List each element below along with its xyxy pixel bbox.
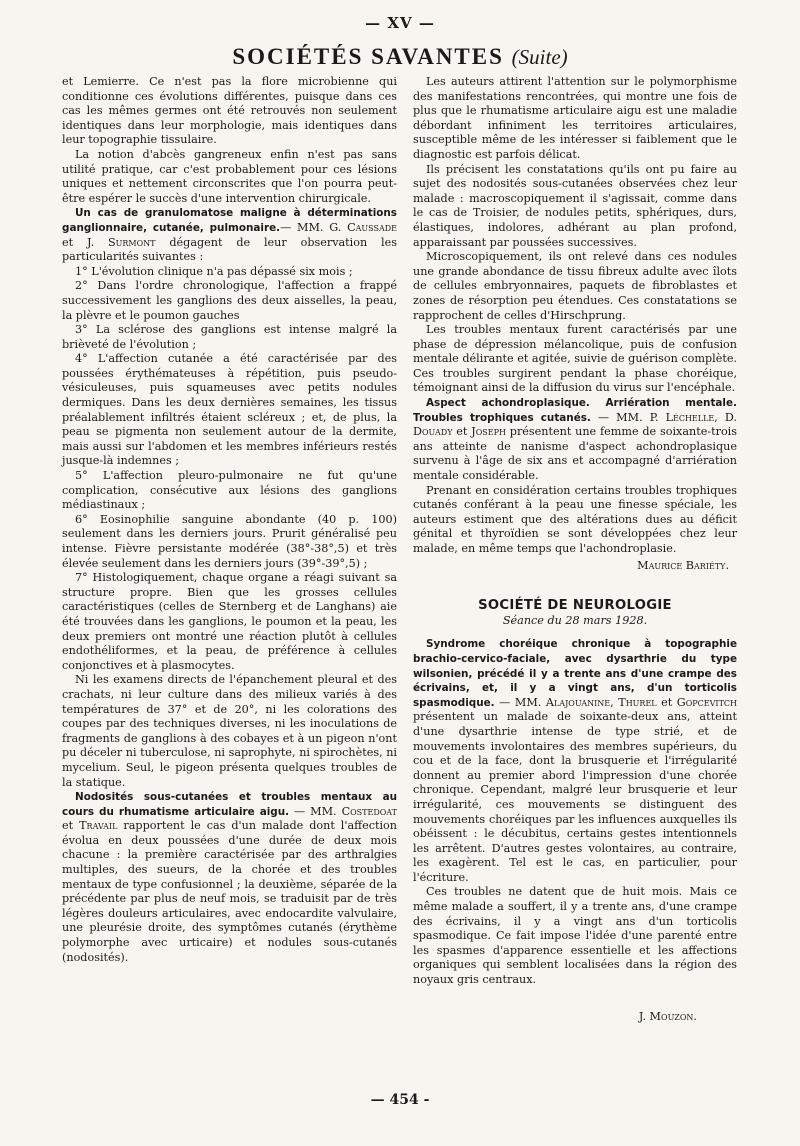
- authors-prefix: — MM.: [289, 804, 342, 818]
- author-name: Travail: [79, 819, 118, 833]
- author-name: Thurel: [618, 695, 657, 709]
- article-title: Nodosités sous-cutanées et troubles mentaux au cours du rhumatisme articulaire aigu.: [62, 791, 397, 818]
- paragraph: Les auteurs attirent l'attention sur le polymorphisme des manifestations rencontrées, qui montre une fois de plus que le rhumatisme articulaire aigu est une maladie débordant infiniment les territoires articulaires, susceptible même de les intéresser si faiblement que le diagnostic est parfois délicat.: [413, 75, 737, 161]
- author-name: Costedoat: [341, 804, 397, 818]
- list-item: 4° L'affection cutanée a été caractérisée par des poussées érythémateuses à répétition, puis pseudo-vésiculeuses, puis squameuses avec petits nodules dermiques. Dans les deux dernières semaines, les tissus préalablement infiltrés étaient scléreux ; et, de plus, la peau se pigmenta non seulement autour de la dermite, mais aussi sur l'abdomen et les membres inférieurs restés jusque-là indemnes ;: [62, 352, 397, 468]
- session-date: Séance du 28 mars 1928.: [502, 613, 648, 627]
- paragraph: Ces troubles ne datent que de huit mois. Mais ce même malade a souffert, il y a trente ans, d'une crampe des écrivains, il y a vingt ans d'un torticolis spasmodique. Ce fait impose l'idée d'une parenté entre les spasmes d'apparence essentielle et les affections organiques qui semblent localisées dans la région des noyaux gris centraux.: [413, 885, 737, 987]
- paragraph: Prenant en considération certains troubles trophiques cutanés conférant à la peau une finesse spéciale, les auteurs estiment que des altérations dues au déficit génital et thyroïdien se sont développées chez leur malade, en même temps que l'achondroplasie.: [413, 483, 737, 555]
- authors-prefix: — MM.: [494, 695, 546, 709]
- authors-prefix: — MM. G.: [280, 220, 348, 234]
- list-item: 2° Dans l'ordre chronologique, l'affection a frappé successivement les ganglions des deux aisselles, la peau, la plèvre et le poumon gauches: [62, 279, 397, 322]
- list-item: 1° L'évolution clinique n'a pas dépassé six mois ;: [75, 264, 353, 278]
- author-name: Alajouanine: [545, 695, 611, 709]
- paragraph: Microscopiquement, ils ont relevé dans ces nodules une grande abondance de tissu fibreux adulte avec îlots de cellules embryonnaires, paquets de fibroblastes et zones de résorption peu étendues. Ces constatations se rapprochent de celles d'Hirschprung.: [413, 250, 737, 322]
- paragraph: La notion d'abcès gangreneux enfin n'est pas sans utilité pratique, car c'est probablement pour ces lésions uniques et nettement circonscrites que l'on pourra peut-être espérer le succès d'une intervention chirurgicale.: [62, 147, 397, 205]
- paragraph: Ni les examens directs de l'épanchement pleural et des crachats, ni leur culture dans des milieux variés à des températures de 37° et de 20°, ni les colorations des coupes par des techniques diverses, ni les inoculations de fragments de ganglions à des cobayes et à un pigeon n'ont pu déceler ni tuberculose, ni saprophyte, ni spirochètes, ni mycelium. Seul, le pigeon présenta quelques troubles de la statique.: [62, 673, 397, 789]
- signature: J. Mouzon.: [638, 1009, 697, 1023]
- authors-separator: et: [62, 819, 80, 833]
- list-item: 7° Histologiquement, chaque organe a réagi suivant sa structure propre. Bien que les grosses cellules caractéristiques (celles de Sternberg et de Langhans) aie été trouvées dans les ganglions, le poumon et la peau, les deux premiers ont montré une réaction plutôt à cellules endothéliformes, et la peau, de préférence à cellules conjonctives et à plasmocytes.: [62, 571, 397, 672]
- article-body: rapportent le cas d'un malade dont l'affection évolua en deux poussées d'une durée de deux mois chacune : la première caractérisée par des arthralgies multiples, des sueurs, de la chorée et des troubles mentaux de type confusionnel ; la deuxième, séparée de la précédente par plus de neuf mois, se traduisit par de très légères douleurs articulaires, avec endocardite valvulaire, une pleurésie droite, des symptômes cutanés (érythème polymorphe avec urticaire) et nodules sous-cutanés (nodosités).: [62, 819, 397, 964]
- list-item: 3° La sclérose des ganglions est intense malgré la brièveté de l'évolution ;: [62, 323, 397, 351]
- article-nodosites: [62, 790, 397, 965]
- author-name: Caussade: [347, 220, 397, 234]
- article-achondroplasique: [413, 396, 737, 484]
- page-number: — 454 -: [370, 1092, 430, 1108]
- authors-separator: , D.: [714, 410, 737, 424]
- author-name: Joseph: [471, 425, 506, 439]
- authors-separator: et: [452, 425, 472, 439]
- authors-separator: ,: [610, 695, 619, 709]
- right-column: [413, 75, 737, 1024]
- paragraph: et Lemierre. Ce n'est pas la flore microbienne qui conditionne ces évolutions différentes, puisque dans ces cas les mêmes germes ont été retrouvés non seulement identiques dans leur morphologie, mais identiques dans leur topographie tissulaire.: [62, 75, 397, 147]
- paragraph: Ils précisent les constatations qu'ils ont pu faire au sujet des nodosités sous-cutanées observées chez leur malade : macroscopiquement il s'agissait, comme dans le cas de Troisier, de nodules petits, sphériques, durs, élastiques, indolores, adhérant au plan profond, apparaissant par poussées successives.: [413, 162, 737, 249]
- left-column: [62, 75, 397, 965]
- authors-prefix: — MM. P.: [590, 410, 666, 424]
- author-name: Douady: [413, 425, 453, 439]
- article-body: présentent une femme de soixante-trois ans atteinte de nanisme d'aspect achondroplasique survenu à l'âge de six ans et accompagné d'arriération mentale considérable.: [413, 425, 737, 483]
- article-granulomatose: [62, 206, 397, 264]
- paragraph: Les troubles mentaux furent caractérisés par une phase de dépression mélancolique, puis de confusion mentale délirante et agitée, suivie de guérison complète. Ces troubles surgirent pendant la phase choréique, témoignant ainsi de la diffusion du virus sur l'encéphale.: [413, 323, 737, 395]
- authors-separator: et: [656, 695, 677, 709]
- article-title: Un cas de granulomatose maligne à déterminations ganglionnaire, cutanée, pulmonaire.: [62, 207, 397, 234]
- section-heading: SOCIÉTÉ DE NEUROLOGIE: [478, 598, 672, 614]
- list-item: 6° Eosinophilie sanguine abondante (40 p. 100) seulement dans les derniers jours. Prurit généralisé peu intense. Fièvre persistante modérée (38°-38°,5) et très élevée seulement dans les derniers jours (39°-39°,5) ;: [62, 512, 397, 570]
- page-title: [0, 44, 800, 70]
- authors-separator: et J.: [62, 235, 108, 249]
- article-body: dégagent de leur observation les particularités suivantes :: [62, 235, 397, 264]
- author-name: Léchelle: [665, 410, 715, 424]
- article-syndrome-choreique: [413, 637, 737, 885]
- page-roman-numeral: — XV —: [365, 14, 435, 32]
- author-name: Surmont: [108, 235, 156, 249]
- article-body: présentent un malade de soixante-deux ans, atteint d'une dysarthrie intense de type strié, et de mouvements involontaires des membres supérieurs, du cou et de la face, dont la brusquerie et l'irrégularité donnent au premier abord l'impression d'une chorée chronique. Cependant, malgré leur brusquerie et leur irrégularité, ces mouvements se distinguent des mouvements choréiques par les influences auxquelles ils obéissent : le décubitus, certains gestes intentionnels les arrêtent. D'autres gestes volontaires, au contraire, les exagèrent. Tel est le cas, en particulier, pour l'écriture.: [413, 710, 737, 884]
- page-title-main: SOCIÉTÉS SAVANTES: [232, 44, 504, 69]
- page-title-suite: (Suite): [511, 45, 568, 69]
- author-name: Gopcevitch: [676, 695, 738, 709]
- list-item: 5° L'affection pleuro-pulmonaire ne fut qu'une complication, consécutive aux lésions des ganglions médiastinaux ;: [62, 469, 397, 512]
- article-title: Aspect achondroplasique. Arriération mentale. Troubles trophiques cutanés.: [413, 397, 737, 424]
- article-title: Syndrome choréique chronique à topographie brachio-cervico-faciale, avec dysarthrie du type wilsonien, précédé il y a trente ans d'une crampe des écrivains, et, il y a vingt ans, d'un torticolis spasmodique.: [413, 638, 737, 709]
- signature: Maurice Bariéty.: [637, 558, 729, 572]
